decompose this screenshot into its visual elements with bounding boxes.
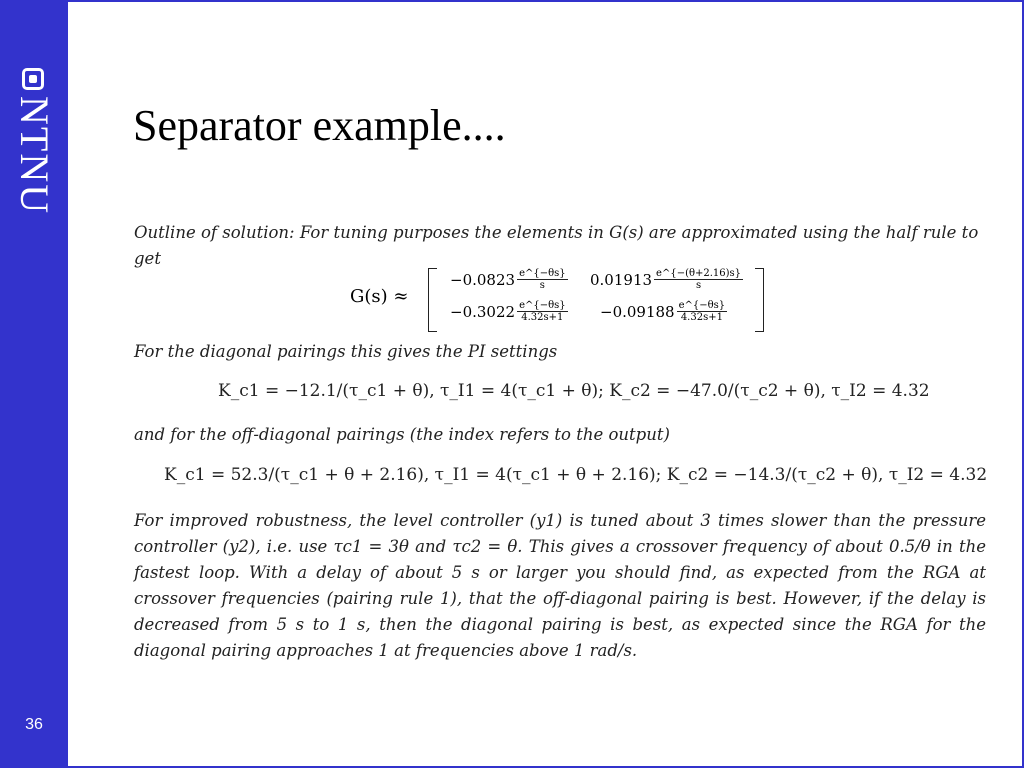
cell-22-num: e^{−θs} bbox=[678, 300, 726, 311]
matrix-cell-11 bbox=[450, 268, 568, 291]
matrix-lhs: G(s) ≈ bbox=[350, 286, 409, 307]
matrix-cell-21 bbox=[450, 300, 568, 323]
diagonal-pi-equation: K_c1 = −12.1/(τ_c1 + θ), τ_I1 = 4(τ_c1 + θ); K_c2 = −47.0/(τ_c2 + θ), τ_I2 = 4.32 bbox=[218, 381, 930, 401]
offdiagonal-pi-equation: K_c1 = 52.3/(τ_c1 + θ + 2.16), τ_I1 = 4(τ_c1 + θ + 2.16); K_c2 = −14.3/(τ_c2 + θ), τ_I2 = 4.32 bbox=[164, 465, 988, 485]
cell-21-den: 4.32s+1 bbox=[521, 312, 564, 323]
page-number: 36 bbox=[25, 716, 43, 733]
slide-title: Separator example.... bbox=[133, 101, 506, 150]
matrix-right-bracket bbox=[755, 268, 764, 332]
top-border bbox=[0, 0, 1024, 2]
cell-22-den: 4.32s+1 bbox=[680, 312, 723, 323]
ntnu-logo-icon bbox=[22, 68, 44, 90]
offdiagonal-intro-text: and for the off-diagonal pairings (the index refers to the output) bbox=[134, 425, 670, 444]
cell-11-den: s bbox=[539, 280, 545, 291]
cell-12-coef: 0.01913 bbox=[590, 270, 653, 289]
ntnu-logo-text: NTNU bbox=[12, 96, 57, 216]
cell-11-coef: −0.0823 bbox=[450, 270, 516, 289]
cell-12-den: s bbox=[695, 280, 702, 291]
matrix-left-bracket bbox=[428, 268, 437, 332]
cell-22-coef: −0.09188 bbox=[600, 302, 675, 321]
sidebar bbox=[0, 0, 68, 768]
intro-text: Outline of solution: For tuning purposes the elements in G(s) are approximated using the half rule to get bbox=[134, 223, 979, 268]
matrix-cell-12 bbox=[590, 268, 743, 291]
cell-21-num: e^{−θs} bbox=[519, 300, 566, 311]
conclusion-paragraph: For improved robustness, the level controller (y1) is tuned about 3 times slower than the pressure controller (y2), i.e. use τc1 = 3θ and τc2 = θ. This gives a crossover frequency of about 0.5/θ in the fastest loop. With a delay of about 5 s or larger you should find, as expected from the RGA at crossover frequencies (pairing rule 1), that the off-diagonal pairing is best. However, if the delay is decreased from 5 s to 1 s, then the diagonal pairing is best, as expected since the RGA for the diagonal pairing approaches 1 at frequencies above 1 rad/s. bbox=[134, 511, 986, 660]
cell-21-coef: −0.3022 bbox=[450, 302, 516, 321]
diagonal-intro-text: For the diagonal pairings this gives the PI settings bbox=[134, 342, 558, 361]
cell-11-num: e^{−θs} bbox=[519, 268, 566, 279]
cell-12-num: e^{−(θ+2.16)s} bbox=[656, 268, 742, 279]
matrix-cell-22 bbox=[600, 300, 727, 323]
